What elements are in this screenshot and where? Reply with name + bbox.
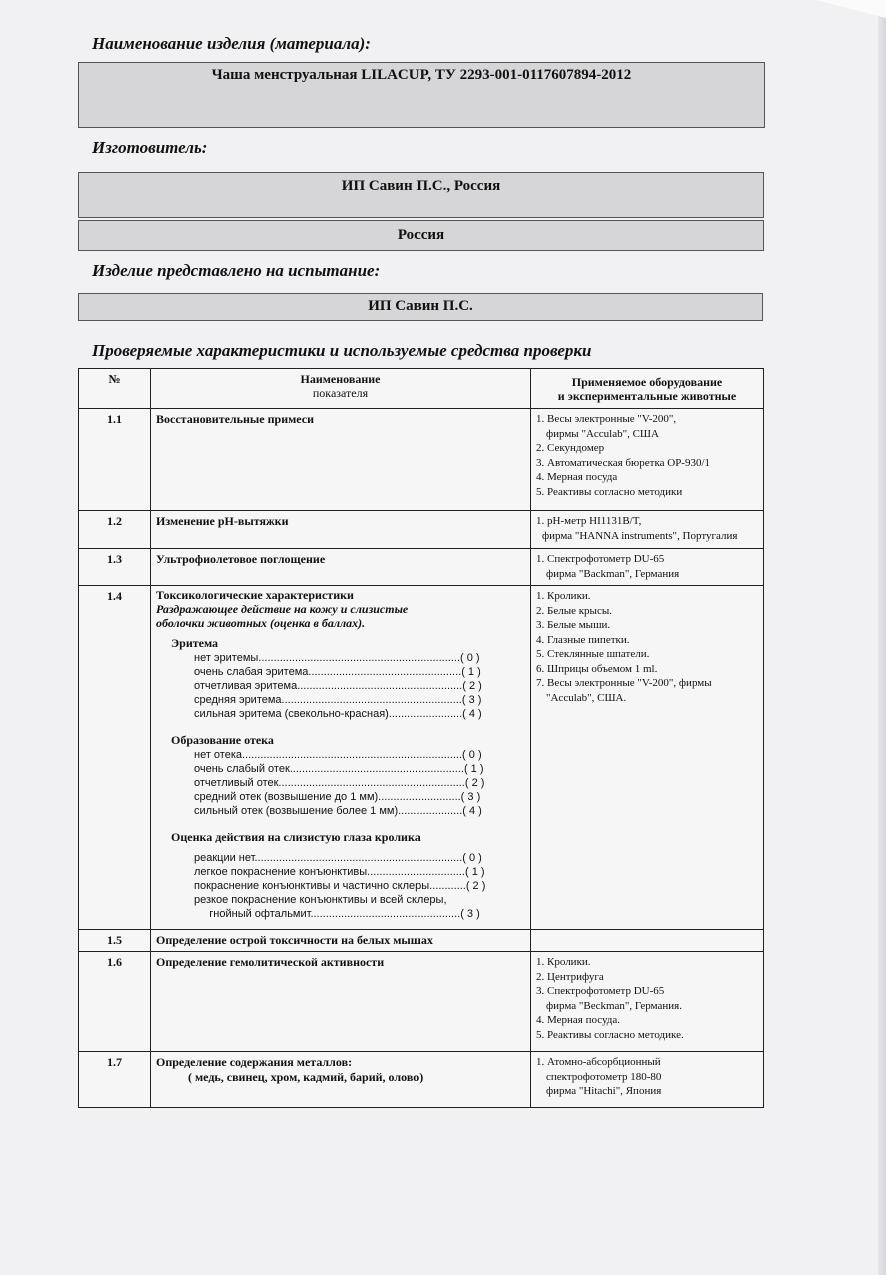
table-row bbox=[79, 930, 764, 952]
table-row bbox=[79, 511, 764, 549]
edema-title: Образование отека bbox=[171, 733, 274, 747]
scale-item: резкое покраснение конъюнктивы и всей склеры, bbox=[194, 894, 447, 906]
equipment-line: фирма "Backman", Германия bbox=[546, 567, 680, 580]
header-equipment-line2: и экспериментальные животные bbox=[557, 389, 737, 403]
submitted-box bbox=[78, 293, 763, 321]
row-number: 1.1 bbox=[79, 409, 151, 511]
irritation-subtitle-line2: оболочки животных (оценка в баллах). bbox=[156, 616, 366, 630]
equipment-line: 5. Стеклянные шпатели. bbox=[536, 648, 650, 660]
row-equipment bbox=[531, 1052, 764, 1108]
row-indicator: Определение острой токсичности на белых мышах bbox=[151, 930, 531, 952]
table-header-row bbox=[79, 369, 764, 409]
equipment-line: 4. Мерная посуда bbox=[536, 471, 618, 483]
manufacturer-country-box bbox=[78, 220, 764, 251]
product-name: Чаша менструальная LILACUP, ТУ 2293-001-0117607894-2012 bbox=[211, 67, 632, 83]
equipment-line: 6. Шприцы объемом 1 ml. bbox=[536, 662, 658, 675]
row-indicator bbox=[151, 586, 531, 930]
equipment-line: "Acculab", США. bbox=[546, 691, 627, 704]
equipment-line: 2. Секундомер bbox=[536, 442, 605, 454]
page-edge bbox=[878, 0, 886, 1275]
equipment-line: 2. Центрифуга bbox=[536, 970, 604, 983]
equipment-line: 1. Кролики. bbox=[536, 956, 591, 968]
row-equipment bbox=[531, 549, 764, 586]
row-equipment bbox=[531, 952, 764, 1052]
erythema-scale bbox=[156, 651, 514, 721]
scale-item: отчетливая эритема......................................................( 2 ) bbox=[194, 680, 482, 692]
table-row bbox=[79, 586, 764, 930]
erythema-title: Эритема bbox=[171, 636, 219, 650]
equipment-line: 7. Весы электронные "V-200", фирмы bbox=[536, 677, 712, 689]
equipment-line: спектрофотометр 180-80 bbox=[546, 1070, 662, 1083]
equipment-line: 3. Спектрофотометр DU-65 bbox=[536, 985, 665, 997]
equipment-line: 1. Весы электронные "V-200", bbox=[536, 413, 677, 425]
characteristics-table bbox=[78, 368, 764, 1108]
submitted-label: Изделие представлено на испытание: bbox=[92, 261, 381, 280]
header-indicator-line1: Наименование bbox=[300, 372, 381, 386]
equipment-line: фирма "Beckman", Германия. bbox=[546, 999, 682, 1012]
scale-item: средняя эритема...........................................................( 3 ) bbox=[194, 694, 482, 706]
row-equipment bbox=[531, 930, 764, 952]
row-indicator-title: Токсикологические характеристики bbox=[156, 588, 354, 602]
row-number: 1.2 bbox=[79, 511, 151, 549]
equipment-line: 1. Атомно-абсорбционный bbox=[536, 1056, 661, 1068]
header-equipment-line1: Применяемое оборудование bbox=[571, 375, 723, 389]
row-equipment bbox=[531, 409, 764, 511]
row-indicator bbox=[151, 1052, 531, 1108]
equipment-line: фирмы "Acculab", США bbox=[546, 427, 659, 440]
table-title: Проверяемые характеристики и используемые средства проверки bbox=[92, 341, 592, 360]
manufacturer-name: ИП Савин П.С., Россия bbox=[341, 178, 501, 194]
submitted-by: ИП Савин П.С. bbox=[368, 298, 473, 314]
row-equipment bbox=[531, 586, 764, 930]
scale-item: легкое покраснение конъюнктивы................................( 1 ) bbox=[194, 866, 485, 878]
table-row bbox=[79, 409, 764, 511]
equipment-line: 4. Глазные пипетки. bbox=[536, 633, 630, 646]
row-number: 1.6 bbox=[79, 952, 151, 1052]
table-row bbox=[79, 952, 764, 1052]
scale-item: реакции нет....................................................................( 0 ) bbox=[194, 852, 482, 864]
header-equipment bbox=[531, 369, 764, 409]
scale-item: гнойный офтальмит.................................................( 3 ) bbox=[194, 908, 480, 920]
row-number: 1.5 bbox=[79, 930, 151, 952]
equipment-line: 3. Автоматическая бюретка OP-930/1 bbox=[536, 456, 711, 469]
equipment-line: 2. Белые крысы. bbox=[536, 604, 612, 617]
scale-item: нет отека........................................................................( 0 ) bbox=[194, 749, 482, 761]
equipment-line: 5. Реактивы согласно методике. bbox=[536, 1028, 684, 1041]
scale-item: нет эритемы..................................................................( 0 ) bbox=[194, 652, 480, 664]
eye-test-scale bbox=[156, 851, 514, 921]
manufacturer-label: Изготовитель: bbox=[92, 138, 208, 157]
scale-item: отчетливый отек.............................................................( 2 ) bbox=[194, 777, 485, 789]
manufacturer-box bbox=[78, 172, 764, 218]
header-indicator bbox=[151, 369, 531, 409]
row-number: 1.4 bbox=[79, 586, 151, 930]
row-indicator: Определение гемолитической активности bbox=[151, 952, 531, 1052]
row-indicator: Восстановительные примеси bbox=[151, 409, 531, 511]
header-number: № bbox=[79, 369, 151, 409]
edema-scale bbox=[156, 748, 514, 818]
scale-item: очень слабый отек.........................................................( 1 ) bbox=[194, 763, 484, 775]
irritation-subtitle-line1: Раздражающее действие на кожу и слизистые bbox=[156, 602, 409, 616]
table-row bbox=[79, 1052, 764, 1108]
header-indicator-line2: показателя bbox=[312, 386, 369, 400]
scale-item: средний отек (возвышение до 1 мм)...........................( 3 ) bbox=[194, 791, 481, 803]
row-indicator-title: Определение содержания металлов: bbox=[156, 1055, 353, 1069]
row-indicator-subtitle: ( медь, свинец, хром, кадмий, барий, олово) bbox=[188, 1070, 424, 1084]
equipment-line: 5. Реактивы согласно методики bbox=[536, 485, 683, 498]
equipment-line: фирма "HANNA instruments", Португалия bbox=[542, 529, 738, 542]
table-row bbox=[79, 549, 764, 586]
product-label: Наименование изделия (материала): bbox=[92, 34, 371, 53]
scale-item: сильный отек (возвышение более 1 мм).....................( 4 ) bbox=[194, 805, 482, 817]
row-indicator: Ультрофиолетовое поглощение bbox=[151, 549, 531, 586]
scale-item: очень слабая эритема..................................................( 1 ) bbox=[194, 666, 481, 678]
equipment-line: 1. Кролики. bbox=[536, 590, 591, 602]
equipment-line: 3. Белые мыши. bbox=[536, 619, 611, 631]
equipment-line: 1. Спектрофотометр DU-65 bbox=[536, 553, 665, 565]
page-corner-fold bbox=[816, 0, 886, 18]
scale-item: сильная эритема (свекольно-красная)........................( 4 ) bbox=[194, 708, 482, 720]
row-number: 1.3 bbox=[79, 549, 151, 586]
row-equipment bbox=[531, 511, 764, 549]
product-name-box bbox=[78, 62, 765, 128]
equipment-line: 1. pH-метр HI1131B/T, bbox=[536, 515, 642, 527]
eye-test-title: Оценка действия на слизистую глаза кролика bbox=[171, 830, 421, 844]
equipment-line: 4. Мерная посуда. bbox=[536, 1014, 621, 1026]
scale-item: покраснение конъюнктивы и частично склеры............( 2 ) bbox=[194, 880, 486, 892]
row-number: 1.7 bbox=[79, 1052, 151, 1108]
manufacturer-country: Россия bbox=[397, 227, 445, 243]
row-indicator: Изменение pH-вытяжки bbox=[151, 511, 531, 549]
equipment-line: фирма "Hitachi", Япония bbox=[546, 1085, 662, 1097]
